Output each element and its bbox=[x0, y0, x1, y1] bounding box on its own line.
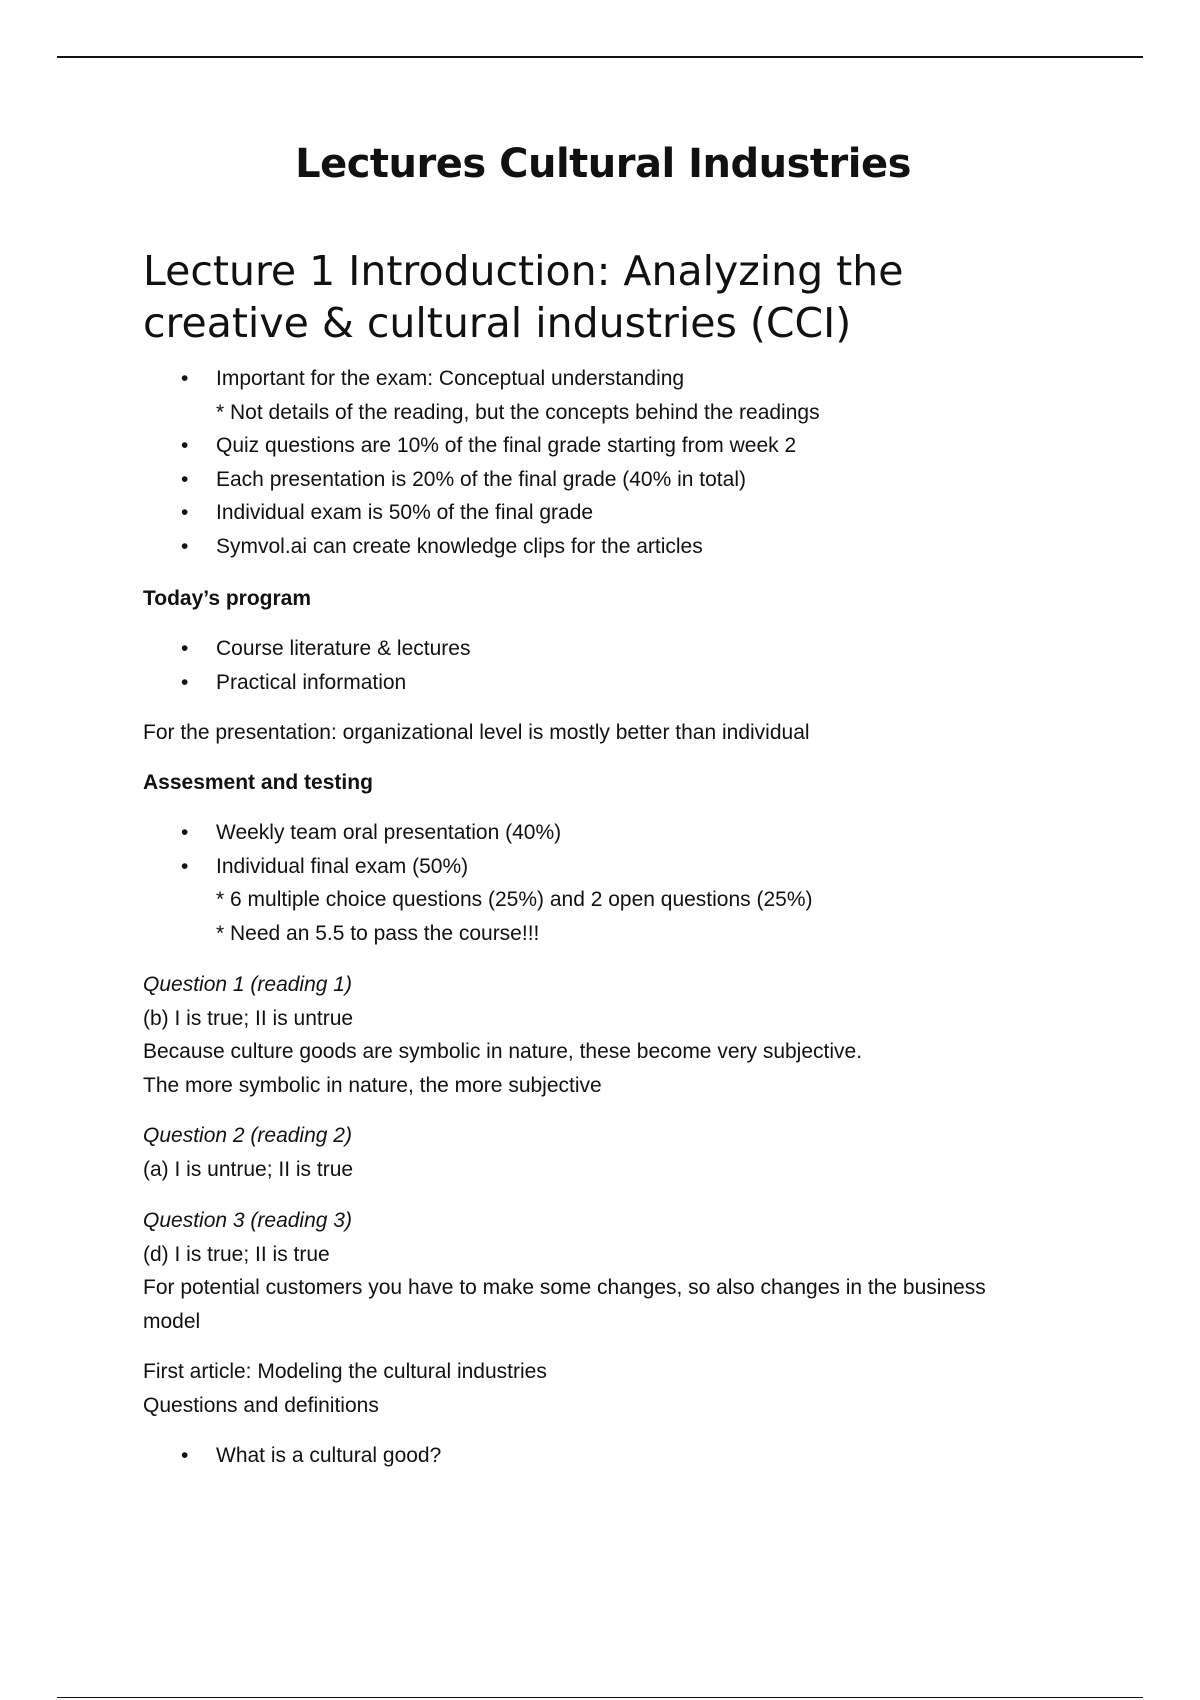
list-item-text: Individual exam is 50% of the final grade bbox=[216, 501, 594, 524]
list-item bbox=[143, 632, 1063, 666]
bullet-icon: • bbox=[181, 670, 189, 694]
question-answer: (d) I is true; II is true bbox=[143, 1242, 330, 1266]
question-note: For potential customers you have to make some changes, so also changes in the business model bbox=[143, 1276, 986, 1333]
bullet-icon: • bbox=[181, 501, 189, 524]
intro-list bbox=[143, 362, 1063, 563]
bullet-icon: • bbox=[181, 854, 189, 878]
question-note: Because culture goods are symbolic in nature, these become very subjective. bbox=[143, 1040, 863, 1063]
document-title: Lectures Cultural Industries bbox=[295, 141, 911, 187]
article-title: First article: Modeling the cultural industries bbox=[143, 1360, 547, 1383]
list-item-text: Practical information bbox=[216, 670, 407, 694]
assessment-list bbox=[143, 816, 1063, 950]
list-item bbox=[143, 463, 1063, 497]
list-item-text: Quiz questions are 10% of the final grade starting from week 2 bbox=[216, 434, 797, 457]
question-label: Question 2 (reading 2) bbox=[143, 1124, 352, 1147]
question-note: The more symbolic in nature, the more subjective bbox=[143, 1073, 602, 1097]
article-block bbox=[143, 1355, 1063, 1422]
list-item-subnote-text: * 6 multiple choice questions (25%) and 2 open questions (25%) bbox=[216, 888, 813, 911]
list-item bbox=[143, 816, 1063, 850]
list-item-text: Individual final exam (50%) bbox=[216, 854, 469, 878]
article-subtitle: Questions and definitions bbox=[143, 1393, 379, 1417]
lecture-heading: Lecture 1 Introduction: Analyzing the creative & cultural industries (CCI) bbox=[143, 247, 904, 347]
program-heading: Today’s program bbox=[143, 587, 312, 610]
question-answer: (a) I is untrue; II is true bbox=[143, 1157, 354, 1181]
article-list bbox=[143, 1439, 1063, 1473]
list-item bbox=[143, 850, 1063, 884]
question-block bbox=[143, 1204, 1063, 1338]
list-item-text: Symvol.ai can create knowledge clips for the articles bbox=[216, 534, 703, 558]
list-item-subnote bbox=[143, 917, 1063, 951]
list-item-subnote-text: * Need an 5.5 to pass the course!!! bbox=[216, 921, 540, 945]
question-label: Question 3 (reading 3) bbox=[143, 1209, 352, 1232]
list-item-text: Important for the exam: Conceptual understanding bbox=[216, 367, 685, 390]
program-list bbox=[143, 632, 1063, 699]
list-item-text: Weekly team oral presentation (40%) bbox=[216, 821, 562, 844]
list-item bbox=[143, 362, 1063, 396]
bullet-icon: • bbox=[181, 821, 189, 844]
bullet-icon: • bbox=[181, 534, 189, 558]
bullet-icon: • bbox=[181, 1444, 189, 1467]
list-item-text: Each presentation is 20% of the final grade (40% in total) bbox=[216, 467, 746, 491]
presentation-note: For the presentation: organizational level is mostly better than individual bbox=[143, 721, 810, 744]
question-answer: (b) I is true; II is untrue bbox=[143, 1006, 354, 1030]
list-item-subnote bbox=[143, 883, 1063, 917]
footer-rule bbox=[57, 1697, 1143, 1698]
list-item bbox=[143, 666, 1063, 700]
bullet-icon: • bbox=[181, 367, 189, 390]
question-block bbox=[143, 1119, 1063, 1186]
list-item-text: What is a cultural good? bbox=[216, 1444, 442, 1467]
list-item bbox=[143, 530, 1063, 564]
list-item-subnote-text: * Not details of the reading, but the concepts behind the readings bbox=[216, 400, 820, 424]
list-item-subnote bbox=[143, 396, 1063, 430]
header-rule bbox=[57, 56, 1143, 58]
list-item bbox=[143, 429, 1063, 463]
bullet-icon: • bbox=[181, 434, 189, 457]
list-item bbox=[143, 1439, 1063, 1473]
list-item bbox=[143, 496, 1063, 530]
bullet-icon: • bbox=[181, 637, 189, 660]
list-item-text: Course literature & lectures bbox=[216, 637, 471, 660]
assessment-heading: Assesment and testing bbox=[143, 771, 373, 794]
bullet-icon: • bbox=[181, 467, 189, 491]
question-block bbox=[143, 968, 1063, 1102]
question-label: Question 1 (reading 1) bbox=[143, 973, 352, 996]
